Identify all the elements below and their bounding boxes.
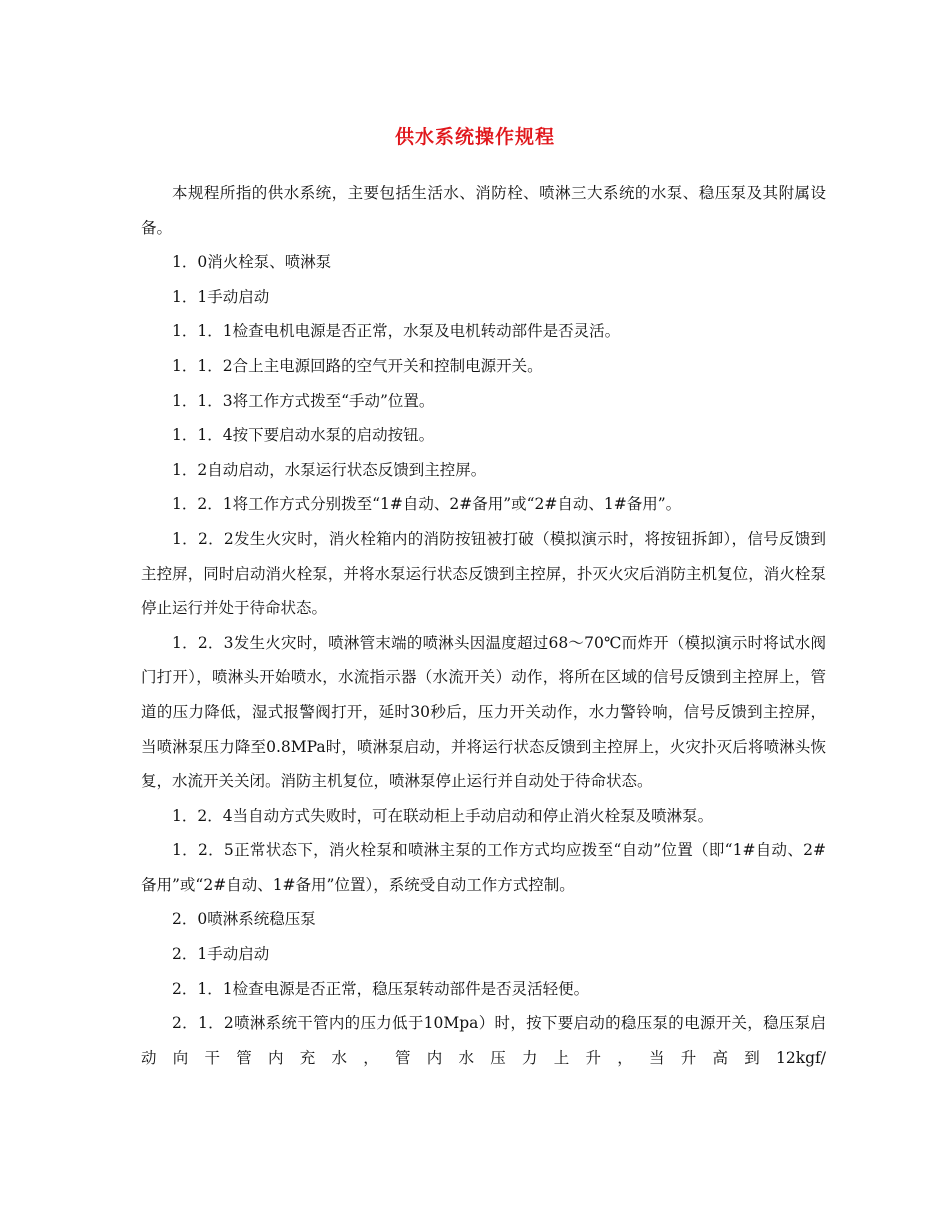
paragraph-section-2-0: 2．0喷淋系统稳压泵: [172, 910, 316, 929]
document-body: [141, 176, 826, 1075]
paragraph-section-1-2-3: 1．2．3发生火灾时，喷淋管末端的喷淋头因温度超过68～70℃而炸开（模拟演示时将试水阀门打开），喷淋头开始喷水，水流指示器（水流开关）动作，将所在区域的信号反馈到主控屏上，管道的压力降低，湿式报警阀打开，延时30秒后，压力开关动作，水力警铃响，信号反馈到主控屏，当喷淋泵压力降至0.8MPa时，喷淋泵启动，并将运行状态反馈到主控屏上，火灾扑灭后将喷淋头恢复，水流开关关闭。消防主机复位，喷淋泵停止运行并自动处于待命状态。: [141, 633, 826, 791]
paragraph-section-1-1: 1．1手动启动: [172, 287, 270, 306]
paragraph-section-2-1: 2．1手动启动: [172, 945, 270, 964]
paragraph-section-1-2: 1．2自动启动，水泵运行状态反馈到主控屏。: [172, 460, 487, 479]
paragraph-section-2-1-2: 2．1．2喷淋系统干管内的压力低于10Mpa）时，按下要启动的稳压泵的电源开关，稳压泵启动向干管内充水，管内水压力上升，当升高到12kgf/: [141, 1014, 826, 1067]
paragraph-section-1-1-4: 1．1．4按下要启动水泵的启动按钮。: [172, 426, 435, 445]
paragraph-intro: 本规程所指的供水系统，主要包括生活水、消防栓、喷淋三大系统的水泵、稳压泵及其附属设备。: [141, 184, 826, 237]
paragraph-section-1-1-2: 1．1．2合上主电源回路的空气开关和控制电源开关。: [172, 356, 543, 375]
document-title: 供水系统操作规程: [394, 126, 555, 148]
paragraph-section-1-0: 1．0消火栓泵、喷淋泵: [172, 253, 332, 272]
paragraph-section-1-2-4: 1．2．4当自动方式失败时，可在联动柜上手动启动和停止消火栓泵及喷淋泵。: [172, 806, 714, 825]
paragraph-section-1-1-1: 1．1．1检查电机电源是否正常，水泵及电机转动部件是否灵活。: [172, 322, 621, 341]
paragraph-section-1-2-5: 1．2．5正常状态下，消火栓泵和喷淋主泵的工作方式均应拨至“自动”位置（即“1#自动、2#备用”或“2#自动、1#备用”位置），系统受自动工作方式控制。: [141, 841, 826, 894]
paragraph-section-1-2-2: 1．2．2发生火灾时，消火栓箱内的消防按钮被打破（模拟演示时，将按钮拆卸），信号反馈到主控屏，同时启动消火栓泵，并将水泵运行状态反馈到主控屏，扑灭火灾后消防主机复位，消火栓泵停止运行并处于待命状态。: [141, 529, 826, 618]
paragraph-section-2-1-1: 2．1．1检查电源是否正常，稳压泵转动部件是否灵活轻便。: [172, 979, 590, 998]
paragraph-section-1-2-1: 1．2．1将工作方式分别拨至“1#自动、2#备用”或“2#自动、1#备用”。: [172, 495, 682, 514]
paragraph-section-1-1-3: 1．1．3将工作方式拨至“手动”位置。: [172, 391, 435, 410]
